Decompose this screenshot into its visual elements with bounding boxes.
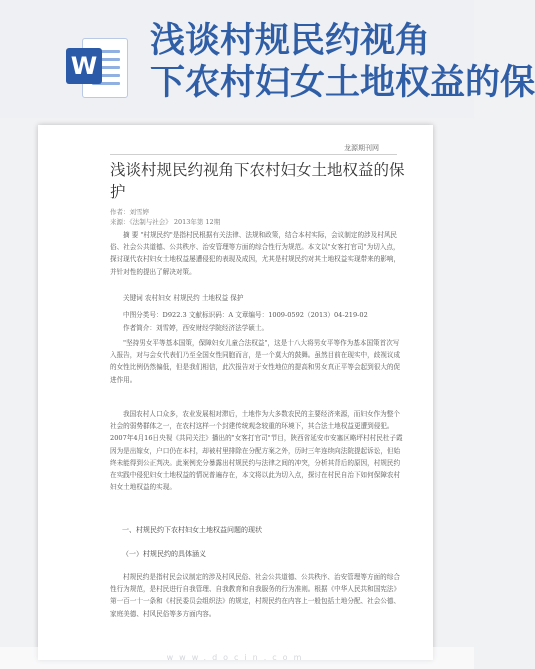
- word-letter-badge: W: [66, 48, 102, 84]
- abstract: 摘 要 "村规民约"是指村民根据有关法律、法规和政策，结合本村实际，会议制定的涉及村风民俗、社会公共道德、公共秩序、治安管理等方面的综合性行为规范。本文以"女客打官司"为切入点，探讨现代农村妇女土地权益屡遭侵犯的表现及成因，尤其是村规民约对其土地权益实现带来的影响，并针对性的提出了解决对策。: [110, 231, 401, 276]
- body-paragraph-1: "坚持男女平等基本国策，保障妇女儿童合法权益"，这是十八大将男女平等作为基本国策首次写入报告，对与会女代表们乃至全国女性同胞而言，是一个莫大的鼓舞。虽然目前在现实中，歧视议成的女性比例仍然偏低，但是我们相信，此次报告对于女性地位的提高和男女真正平等会起到很大的促进作用。: [110, 339, 401, 384]
- body-paragraph-2: 我国农村人口众多，农业发展相对滞后，土地作为大多数农民的主要经济来源，而妇女作为整个社会的弱势群体之一，在农村这样一个封建传统观念较重的环境下，其合法土地权益更遭到侵犯。2007年4月16日央视《共同关注》播出的"女客打官司"节目，陕西省延安市安塞区略坪村村民杜子霞因为是出嫁女，户口仍在本村，却被村里排除在分配方案之外，历时三年连续向法院提起诉讼，但始终未能得到公正判决。此案例充分暴露出村规民约与法律之间的冲突，分析其背后的原因，村规民约在实践中侵犯妇女土地权益的情况普遍存在，本文将以此为切入点，探讨在村民自治下如何保障农村妇女土地权益的实现。: [110, 410, 403, 492]
- section-heading-1: 一、村规民约下农村妇女土地权益问题的现状: [122, 526, 262, 534]
- word-document-icon: [66, 38, 130, 98]
- document-source: 来源：《法制与社会》 2013年第 12期: [110, 218, 221, 226]
- classification: 中图分类号：D922.3 文献标识码：A 文章编号：1009-0592（2013）04-219-02: [123, 311, 368, 319]
- banner-title-line1: 浅谈村规民约视角: [150, 21, 431, 61]
- banner-title: [150, 20, 535, 104]
- document-title: 浅谈村规民约视角下农村妇女土地权益的保护: [110, 161, 405, 201]
- author-bio: 作者简介：刘雪婷，西安财经学院经济法学硕士。: [123, 324, 269, 332]
- header-banner: [0, 0, 535, 118]
- keywords: 关键词 农村妇女 村规民约 土地权益 保护: [123, 294, 244, 302]
- journal-name: 龙源期刊网: [344, 144, 379, 152]
- document-author: 作者：刘雪婷: [110, 208, 149, 216]
- document-sheet: [38, 125, 433, 660]
- header-rule: [110, 154, 397, 155]
- body-paragraph-3: 村规民约是指村民会议制定的涉及村风民俗、社会公共道德、公共秩序、治安管理等方面的综合性行为规范，是村民进行自我管理、自我教育和自我服务的行为准则。根据《中华人民共和国宪法》第一百一十一条和《村民委员会组织法》的规定，村规民约在内容上一般包括土地分配、社会公德、家庭美德、村风民俗等多方面内容。: [110, 573, 401, 618]
- watermark: www.docin.com: [0, 647, 474, 669]
- section-heading-1-1: （一）村规民约的具体涵义: [122, 550, 206, 558]
- banner-title-line2: 下农村妇女土地权益的保: [150, 63, 535, 103]
